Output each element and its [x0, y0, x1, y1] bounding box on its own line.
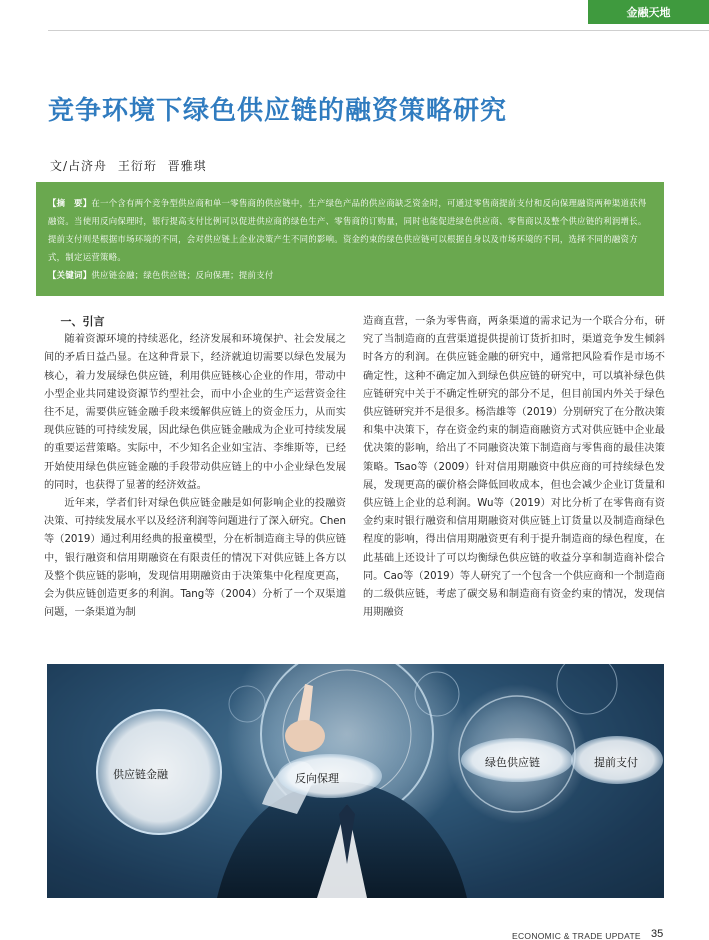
keywords-paragraph — [48, 266, 652, 284]
body-paragraph: 近年来，学者们针对绿色供应链金融是如何影响企业的投融资决策、可持续发展水平以及经济利润等问题进行了深入研究。Chen等（2019）通过利用经典的报童模型，分在析制造商主导的供应链中，银行融资和信用期融资在有限责任的情况下对供应链上各方以及整个供应链的影响，发现信用期融资由于决策集中化程度更高，会为供应链创造更多的利润。Tang等（2004）分析了一个双渠道问题，一条渠道为制 — [44, 498, 346, 619]
article-illustration — [47, 664, 664, 898]
abstract-box — [36, 182, 664, 296]
keywords-text: 供应链金融；绿色供应链；反向保理；提前支付 — [91, 270, 274, 280]
body-column-right — [363, 313, 665, 622]
article-title: 竞争环境下绿色供应链的融资策略研究 — [48, 96, 508, 126]
header-divider — [48, 30, 709, 31]
label-reverse-factoring: 反向保理 — [295, 772, 339, 785]
body-column-left — [44, 313, 346, 622]
label-advance-payment: 提前支付 — [594, 756, 638, 769]
page-number: 35 — [651, 928, 664, 940]
publication-name: ECONOMIC & TRADE UPDATE — [512, 931, 641, 940]
section-heading: 一、引言 — [60, 315, 105, 328]
abstract-text: 在一个含有两个竞争型供应商和单一零售商的供应链中，生产绿色产品的供应商缺乏资金时，可通过零售商提前支付和反向保理融资两种渠道获得融资。当使用反向保理时，银行提高支付比例可以促进供应商的绿色生产、零售商的订购量，同时也能促进绿色供应商、零售商以及整个供应链的利润增长。提前支付则是根据市场环境的不同，会对供应链上企业决策产生不同的影响。资金约束的绿色供应链可以根据自身以及市场环境的不同，选择不同的融资方式，制定运营策略。 — [48, 198, 647, 262]
body-paragraph: 随着资源环境的持续恶化，经济发展和环境保护、社会发展之间的矛盾日益凸显。在这种背景下，经济就迫切需要以绿色发展为核心，着力发展绿色供应链，利用供应链核心企业的作用，带动中小型企业共同建设资源节约型社会，而中小企业的生产运营资金往往不足，需要供应链金融手段来缓解供应链上的资金压力，从而实现供应链的可持续发展，因此绿色供应链金融成为企业可持续发展的重要运营策略。实际中，不少知名企业如宝洁、李维斯等，已经开始使用绿色供应链金融的手段带动供应链上的中小企业绿色发展的同时，也获得了显著的经济效益。 — [44, 334, 346, 491]
body-paragraph: 造商直营，一条为零售商，两条渠道的需求记为一个联合分布，研究了当制造商的直营渠道提供提前订货折扣时，渠道竞争发生倾斜时各方的利润。在供应链金融的研究中，通常把风险看作是市场不确定性，这种不确定加入到绿色供应链的研究中，可以填补绿色供应链研究中关于不确定性研究的部分不足，但目前国内外关于绿色供应链研究并不是很多。杨浩雄等（2019）分别研究了在分散决策和集中决策下，存在资金约束的制造商融资方式对供应链中企业最优决策的影响，给出了不同融资决策下制造商与零售商的最佳决策策略。Tsao等（2009）针对信用期融资中供应商的可持续绿色发展，发现更高的碳价格会降低回收成本，但也会减少企业订货量和供应链上企业的总利润。Wu等（2019）对比分析了在零售商有资金约束时银行融资和信用期融资对供应链上订货量以及制造商绿色程度的影响，得出信用期融资更有利于提升制造商的绿色程度，在此基础上还设计了可以均衡绿色供应链的收益分享和制造商补偿合同。Cao等（2019）等人研究了一个包含一个供应商和一个制造商的二级供应链，考虑了碳交易和制造商有资金约束的情况，发现信用期融资 — [363, 316, 665, 619]
abstract-tag: 【摘 要】 — [48, 198, 92, 208]
column-tag: 金融天地 — [588, 0, 709, 24]
label-green-supply-chain: 绿色供应链 — [485, 756, 540, 769]
keywords-tag: 【关键词】 — [48, 270, 92, 280]
article-authors: 文/占济舟 王衍珩 晋雅琪 — [50, 159, 207, 173]
abstract-paragraph — [48, 194, 652, 266]
label-supply-chain-finance: 供应链金融 — [113, 768, 168, 781]
